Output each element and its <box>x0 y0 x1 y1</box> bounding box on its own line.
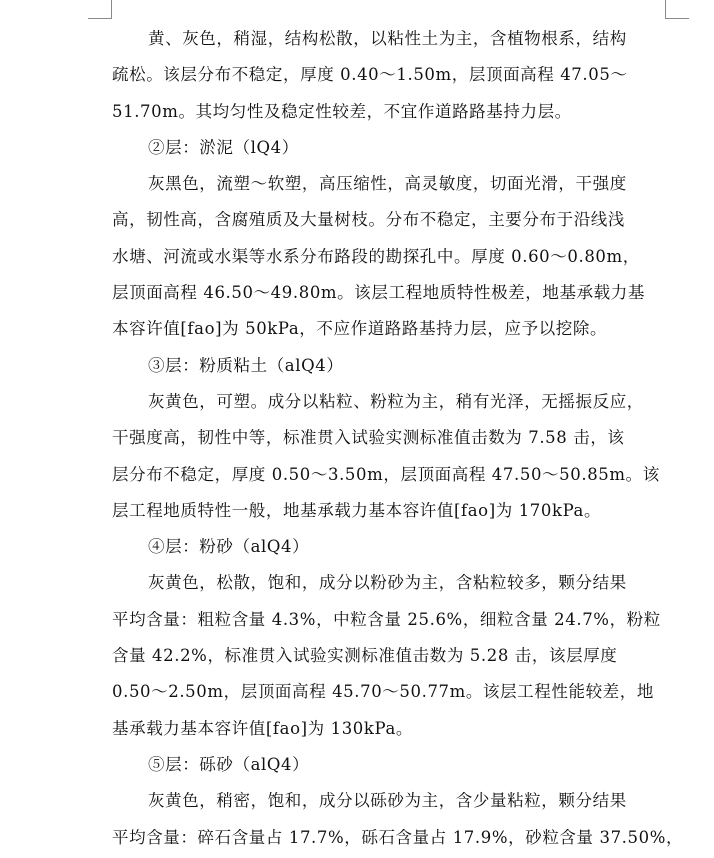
document-body <box>112 21 684 856</box>
text-line: 黄、灰色，稍湿，结构松散，以粘性土为主，含植物根系，结构 <box>148 29 627 48</box>
text-line: 灰黄色，稍密，饱和，成分以砾砂为主，含少量粘粒，颗分结果 <box>148 791 627 811</box>
layer-heading: ④层：粉砂（alQ4） <box>148 537 310 557</box>
text-line: 灰黄色，松散，饱和，成分以粉砂为主，含粘粒较多，颗分结果 <box>148 573 627 593</box>
text-line: 层分布不稳定，厚度 0.50～3.50m，层顶面高程 47.50～50.85m。该 <box>112 464 660 484</box>
text-line: 含量 42.2%，标准贯入试验实测标准值击数为 5.28 击，该层厚度 <box>112 646 618 666</box>
text-line: 0.50～2.50m，层顶面高程 45.70～50.77m。该层工程性能较差，地 <box>112 682 654 702</box>
text-line: 灰黑色，流塑～软塑，高压缩性，高灵敏度，切面光滑，干强度 <box>148 174 627 194</box>
text-line: 平均含量：碎石含量占 17.7%，砾石含量占 17.9%，砂粒含量 37.50%， <box>112 827 684 847</box>
text-line: 基承载力基本容许值[fao]为 130kPa。 <box>112 718 413 738</box>
text-line: 层顶面高程 46.50～49.80m。该层工程地质特性极差，地基承载力基 <box>112 283 645 303</box>
text-line: 本容许值[fao]为 50kPa，不应作道路路基持力层，应予以挖除。 <box>112 319 608 339</box>
crop-mark-top-left-vertical <box>111 0 112 19</box>
text-line: 灰黄色，可塑。成分以粘粒、粉粒为主，稍有光泽，无摇振反应， <box>148 391 644 411</box>
text-line: 高，韧性高，含腐殖质及大量树枝。分布不稳定，主要分布于沿线浅 <box>112 210 625 230</box>
crop-mark-top-left-horizontal <box>88 18 112 19</box>
text-line: 层工程地质特性一般，地基承载力基本容许值[fao]为 170kPa。 <box>112 500 602 520</box>
text-line: 干强度高，韧性中等，标准贯入试验实测标准值击数为 7.58 击，该 <box>112 428 625 448</box>
crop-mark-top-right-horizontal <box>665 18 689 19</box>
layer-heading: ②层：淤泥（lQ4） <box>148 137 299 157</box>
text-line: 51.70m。其均匀性及稳定性较差，不宜作道路路基持力层。 <box>112 101 572 121</box>
layer-heading: ③层：粉质粘土（alQ4） <box>148 355 344 375</box>
text-line: 平均含量：粗粒含量 4.3%，中粒含量 25.6%，细粒含量 24.7%，粉粒 <box>112 609 661 629</box>
text-line: 水塘、河流或水渠等水系分布路段的勘探孔中。厚度 0.60～0.80m， <box>112 246 640 266</box>
crop-mark-top-right-vertical <box>665 0 666 19</box>
text-line: 疏松。该层分布不稳定，厚度 0.40～1.50m，层顶面高程 47.05～ <box>112 65 628 85</box>
layer-heading: ⑤层：砾砂（alQ4） <box>148 754 310 774</box>
